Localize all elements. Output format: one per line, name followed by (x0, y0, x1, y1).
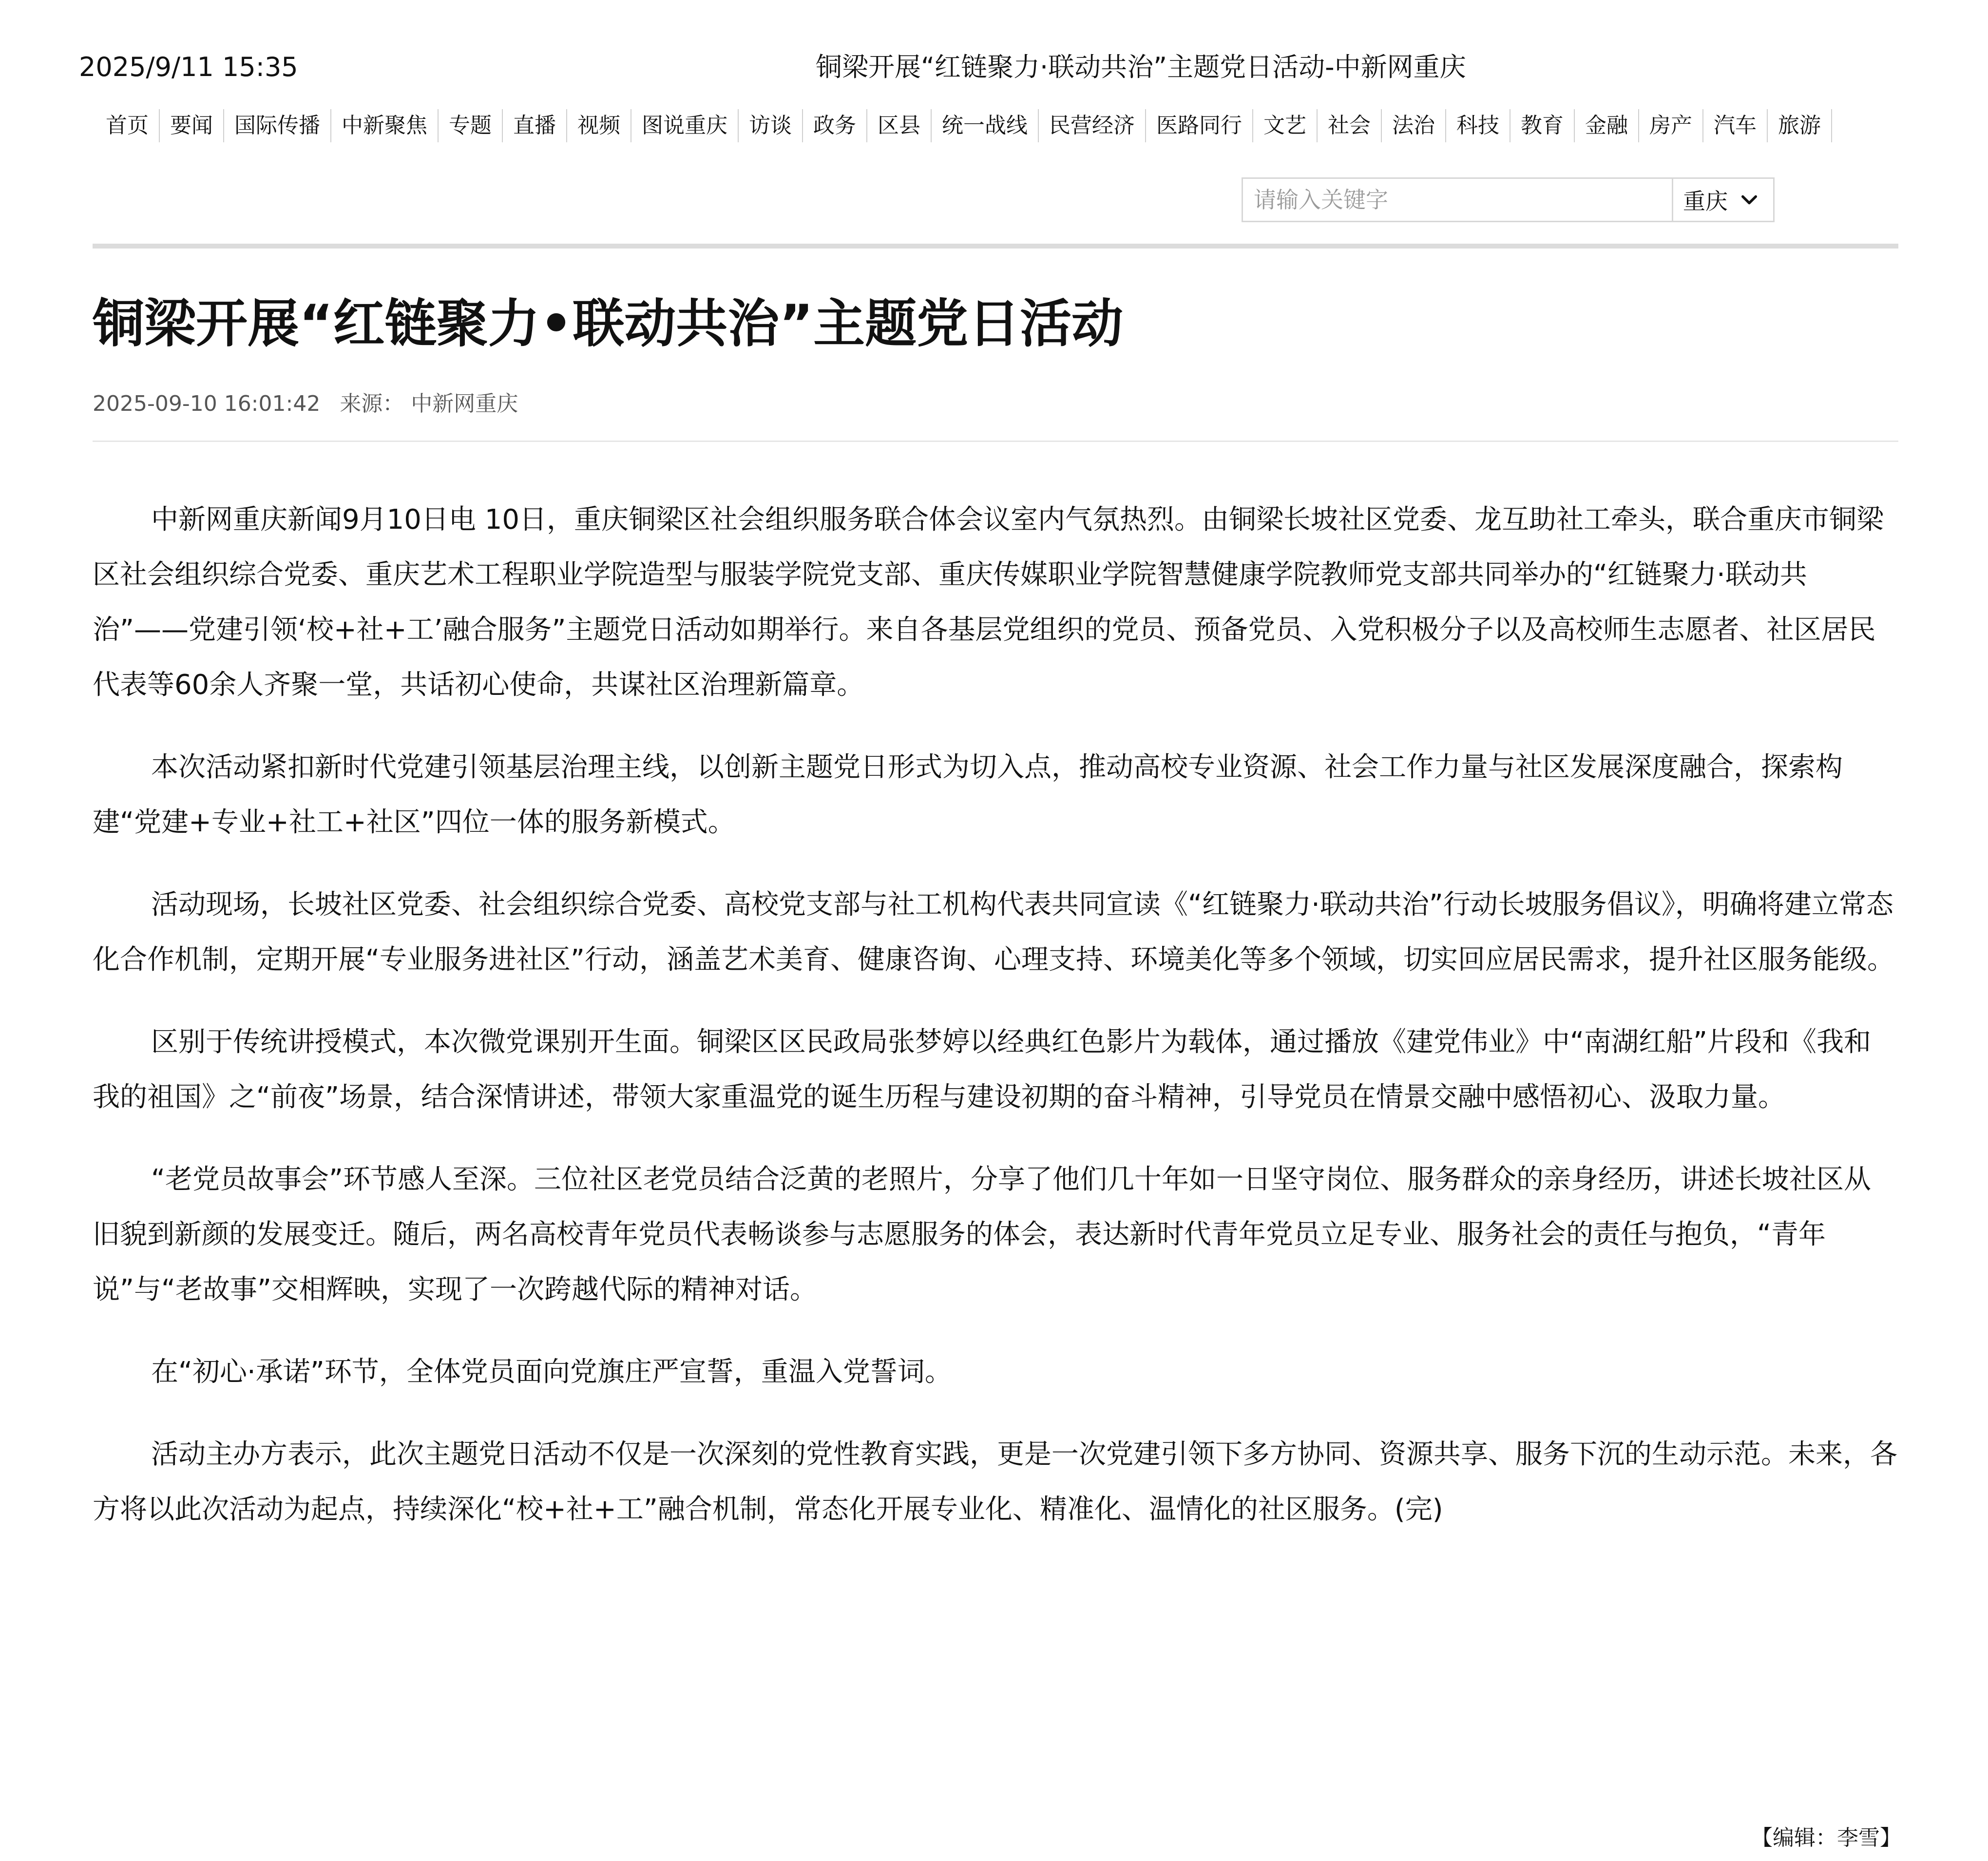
article-paragraph: 活动主办方表示，此次主题党日活动不仅是一次深刻的党性教育实践，更是一次党建引领下多方协同、资源共享、服务下沉的生动示范。未来，各方将以此次活动为起点，持续深化“校+社+工”融合机制，常态化开展专业化、精准化、温情化的社区服务。(完) (93, 1439, 1897, 1525)
nav-item-video[interactable]: 视频 (567, 109, 631, 142)
article-source: 中新网重庆 (411, 391, 518, 416)
print-header (0, 0, 1988, 117)
article-editor: 【编辑：李雪】 (1751, 1825, 1901, 1850)
nav-item-live[interactable]: 直播 (503, 109, 567, 142)
nav-item-society[interactable]: 社会 (1318, 109, 1382, 142)
article-paragraph: 区别于传统讲授模式，本次微党课别开生面。铜梁区区民政局张梦婷以经典红色影片为载体，通过播放《建党伟业》中“南湖红船”片段和《我和我的祖国》之“前夜”场景，结合深情讲述，带领大家重温党的诞生历程与建设初期的奋斗精神，引导党员在情景交融中感悟初心、汲取力量。 (93, 1026, 1872, 1113)
nav-item-private-economy[interactable]: 民营经济 (1039, 109, 1146, 142)
nav-item-photo[interactable]: 图说重庆 (631, 109, 739, 142)
header-divider (93, 244, 1898, 249)
nav-item-law[interactable]: 法治 (1382, 109, 1446, 142)
article-paragraph: “老党员故事会”环节感人至深。三位社区老党员结合泛黄的老照片，分享了他们几十年如一日坚守岗位、服务群众的亲身经历，讲述长坡社区从旧貌到新颜的发展变迁。随后，两名高校青年党员代表畅谈参与志愿服务的体会，表达新时代青年党员立足专业、服务社会的责任与抱负，“青年说”与“老故事”交相辉映，实现了一次跨越代际的精神对话。 (93, 1164, 1872, 1305)
nav-item-arts[interactable]: 文艺 (1253, 109, 1318, 142)
search-box (1242, 177, 1775, 222)
article-paragraph: 中新网重庆新闻9月10日电 10日，重庆铜梁区社会组织服务联合体会议室内气氛热烈。由铜梁长坡社区党委、龙互助社工牵头，联合重庆市铜梁区社会组织综合党委、重庆艺术工程职业学院造型与服装学院党支部、重庆传媒职业学院智慧健康学院教师党支部共同举办的“红链聚力·联动共治”——党建引领‘校+社+工’融合服务”主题党日活动如期举行。来自各基层党组织的党员、预备党员、入党积极分子以及高校师生志愿者、社区居民代表等60余人齐聚一堂，共话初心使命，共谋社区治理新篇章。 (93, 504, 1884, 701)
nav-item-districts[interactable]: 区县 (867, 109, 932, 142)
nav-item-united-front[interactable]: 统一战线 (932, 109, 1039, 142)
nav-item-government[interactable]: 政务 (803, 109, 867, 142)
nav-item-focus[interactable]: 中新聚焦 (331, 109, 439, 142)
article-meta (93, 387, 518, 421)
nav-item-special[interactable]: 专题 (439, 109, 503, 142)
nav-item-intl[interactable]: 国际传播 (224, 109, 331, 142)
nav-item-auto[interactable]: 汽车 (1703, 109, 1768, 142)
print-page-title: 铜梁开展“红链聚力·联动共治”主题党日活动-中新网重庆 (816, 52, 1466, 82)
nav-item-education[interactable]: 教育 (1510, 109, 1575, 142)
search-input[interactable] (1243, 179, 1672, 221)
nav-item-headlines[interactable]: 要闻 (160, 109, 224, 142)
article-paragraph: 活动现场，长坡社区党委、社会组织综合党委、高校党支部与社工机构代表共同宣读《“红链聚力·联动共治”行动长坡服务倡议》，明确将建立常态化合作机制，定期开展“专业服务进社区”行动，涵盖艺术美育、健康咨询、心理支持、环境美化等多个领域，切实回应居民需求，提升社区服务能级。 (93, 889, 1895, 976)
nav-item-travel[interactable]: 旅游 (1768, 109, 1832, 142)
nav-item-tech[interactable]: 科技 (1446, 109, 1510, 142)
article-datetime: 2025-09-10 16:01:42 (93, 391, 321, 416)
nav-item-finance[interactable]: 金融 (1575, 109, 1639, 142)
article-paragraph: 本次活动紧扣新时代党建引领基层治理主线，以创新主题党日形式为切入点，推动高校专业资源、社会工作力量与社区发展深度融合，探索构建“党建+专业+社工+社区”四位一体的服务新模式。 (93, 751, 1843, 838)
article-title: 铜梁开展“红链聚力•联动共治”主题党日活动 (93, 294, 1124, 354)
region-select-value: 重庆 (1683, 188, 1728, 214)
nav-item-home[interactable]: 首页 (96, 109, 160, 142)
article-body (93, 492, 1898, 1564)
chevron-down-icon (1740, 190, 1759, 210)
nav-item-real-estate[interactable]: 房产 (1639, 109, 1703, 142)
main-nav (96, 109, 1908, 142)
meta-divider (93, 441, 1898, 442)
nav-item-interview[interactable]: 访谈 (739, 109, 803, 142)
nav-item-medical[interactable]: 医路同行 (1146, 109, 1253, 142)
region-select[interactable] (1672, 179, 1773, 221)
print-date: 2025/9/11 15:35 (79, 52, 298, 82)
article-paragraph: 在“初心·承诺”环节，全体党员面向党旗庄严宣誓，重温入党誓词。 (151, 1356, 952, 1388)
article-source-label: 来源： (340, 391, 404, 416)
